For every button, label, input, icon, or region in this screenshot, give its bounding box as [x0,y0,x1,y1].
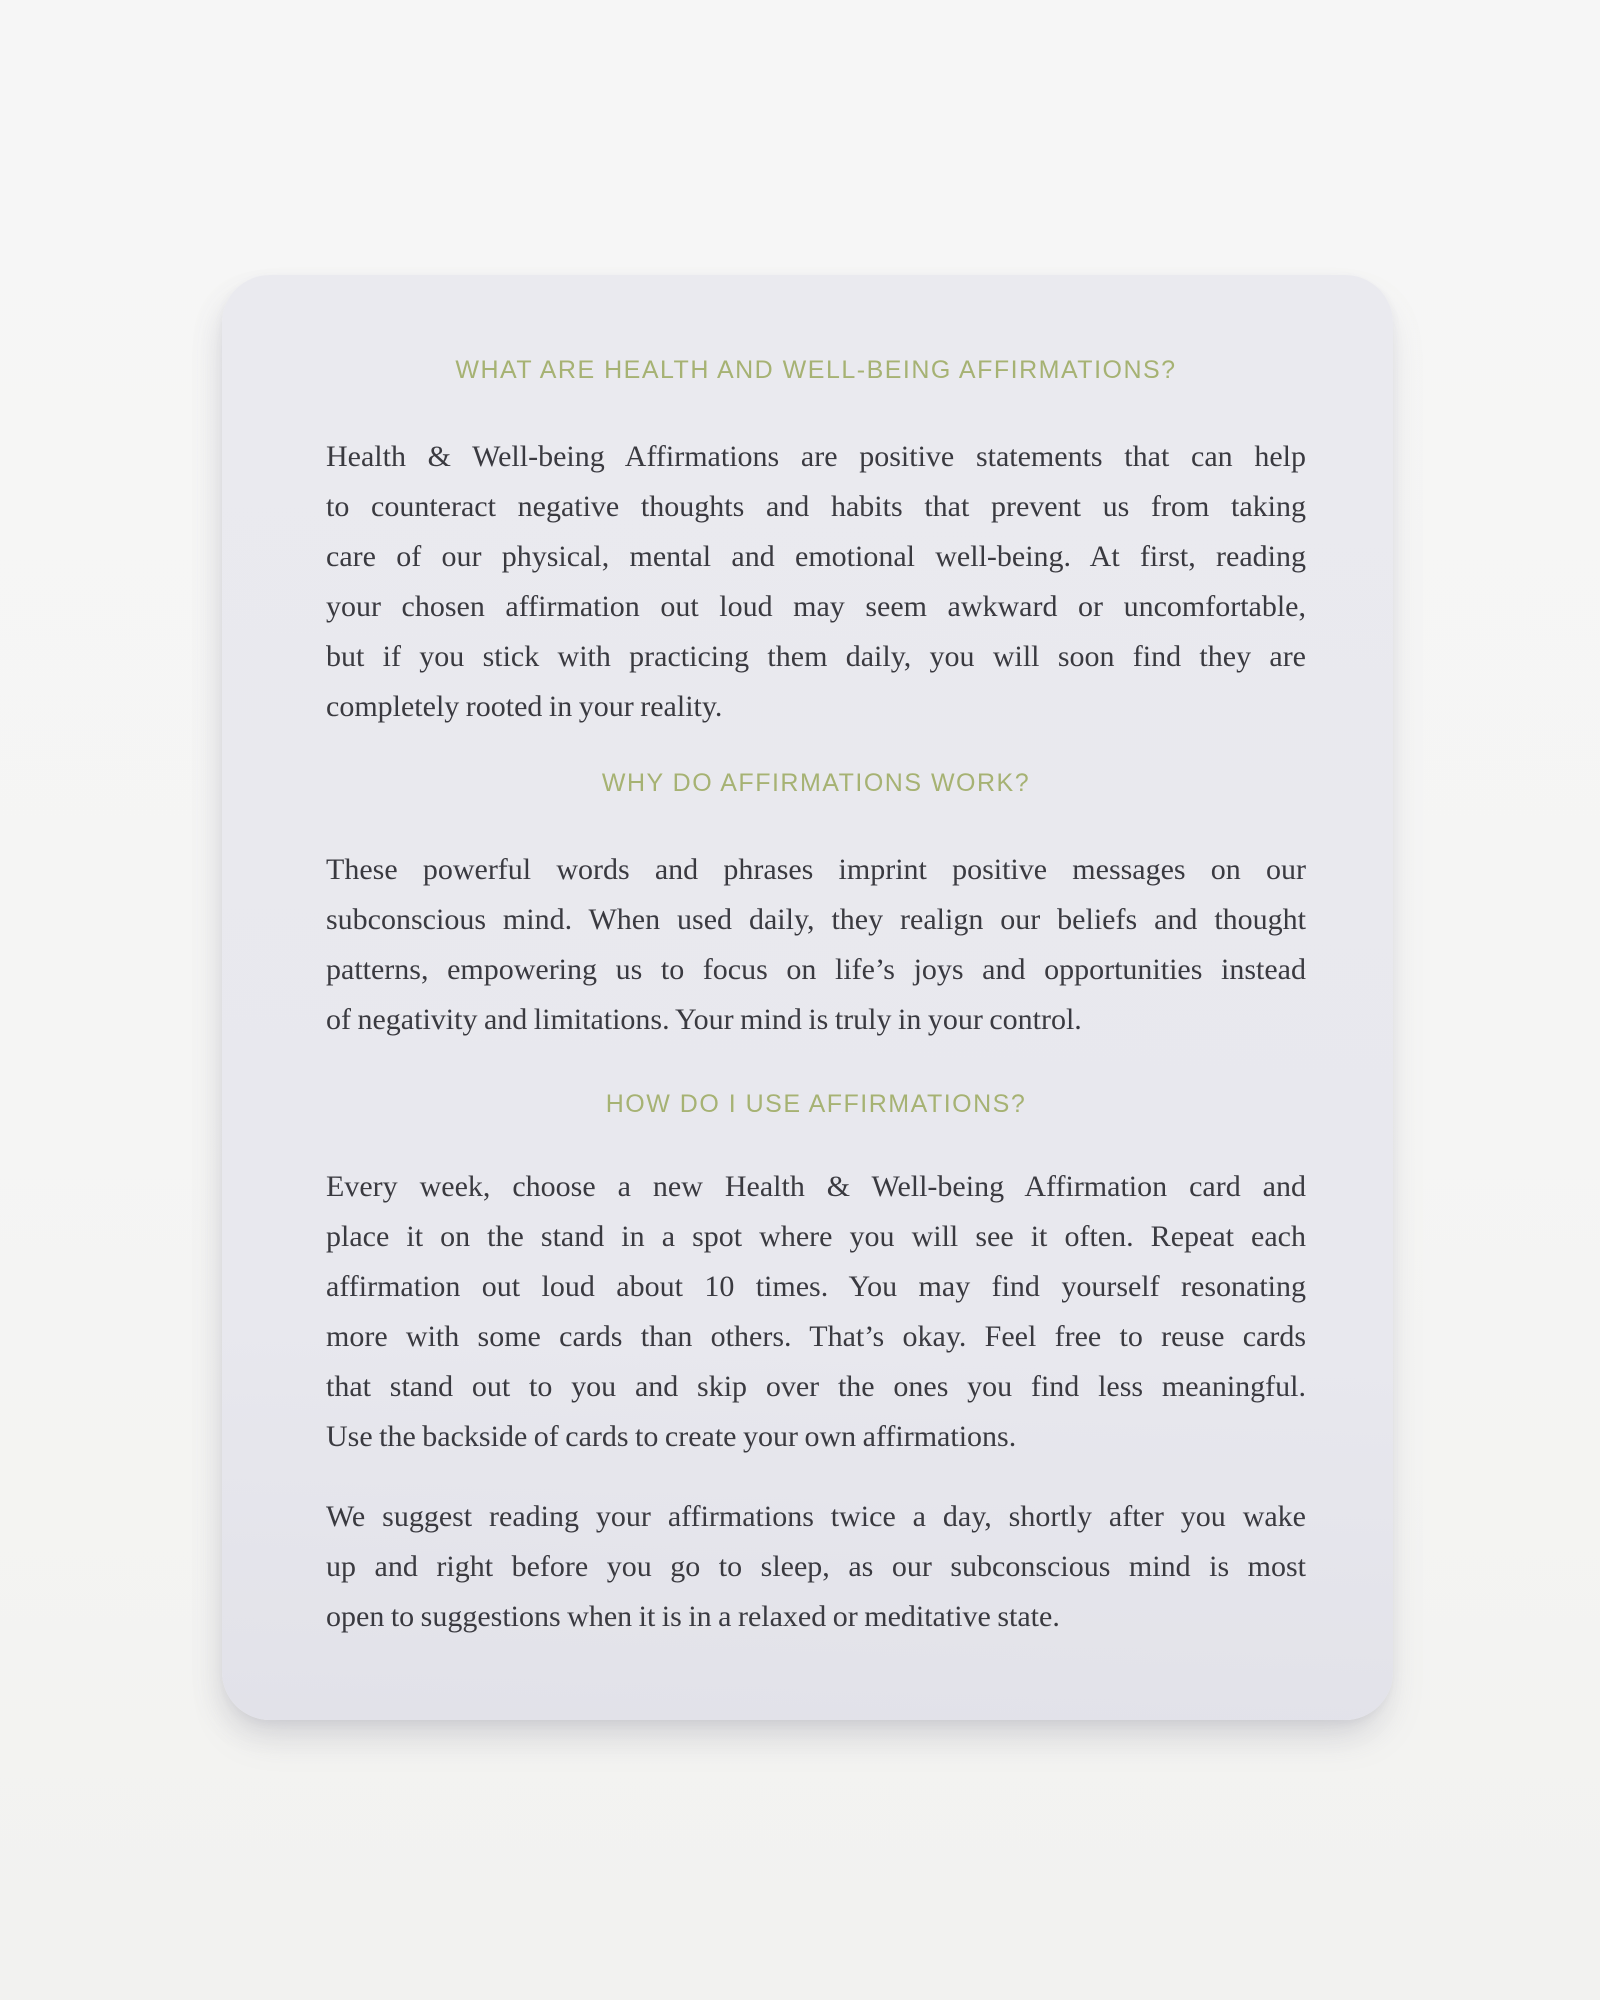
paragraph-why-affirmations-work [326,845,1306,1045]
section-heading-how-to-use-affirmations: HOW DO I USE AFFIRMATIONS? [605,1090,1027,1118]
text-line: of negativity and limitations. Your mind is truly in your control. [326,1003,1082,1036]
text-line: patterns, empowering us to focus on life’s joys and opportunities instead [326,953,1306,986]
text-line: place it on the stand in a spot where you will see it often. Repeat each [326,1220,1306,1253]
text-line: up and right before you go to sleep, as our subconscious mind is most [326,1550,1306,1583]
section-heading-why-affirmations-work: WHY DO AFFIRMATIONS WORK? [601,769,1031,797]
text-line: affirmation out loud about 10 times. You may find yourself resonating [326,1270,1306,1303]
text-line: open to suggestions when it is in a relaxed or meditative state. [326,1600,1060,1633]
text-line: subconscious mind. When used daily, they realign our beliefs and thought [326,903,1306,936]
text-line: that stand out to you and skip over the ones you find less meaningful. [326,1370,1306,1403]
text-line: your chosen affirmation out loud may seem awkward or uncomfortable, [326,590,1306,623]
text-line: Health & Well-being Affirmations are positive statements that can help [326,440,1306,473]
text-line: but if you stick with practicing them daily, you will soon find they are [326,640,1306,673]
card-text-column [326,275,1306,1642]
paragraph-how-to-use-affirmations [326,1162,1306,1462]
text-line: more with some cards than others. That’s okay. Feel free to reuse cards [326,1320,1306,1353]
instruction-card [222,275,1393,1720]
text-line: We suggest reading your affirmations twice a day, shortly after you wake [326,1500,1306,1533]
text-line: care of our physical, mental and emotional well-being. At first, reading [326,540,1306,573]
paragraph-what-are-affirmations [326,432,1306,732]
paragraph-reading-suggestion [326,1492,1306,1642]
text-line: Use the backside of cards to create your own affirmations. [326,1420,1017,1453]
text-line: to counteract negative thoughts and habits that prevent us from taking [326,490,1306,523]
text-line: Every week, choose a new Health & Well-being Affirmation card and [326,1170,1306,1203]
text-line: These powerful words and phrases imprint positive messages on our [326,853,1306,886]
text-line: completely rooted in your reality. [326,690,723,723]
section-heading-what-are-affirmations: WHAT ARE HEALTH AND WELL-BEING AFFIRMATIONS? [455,356,1177,384]
